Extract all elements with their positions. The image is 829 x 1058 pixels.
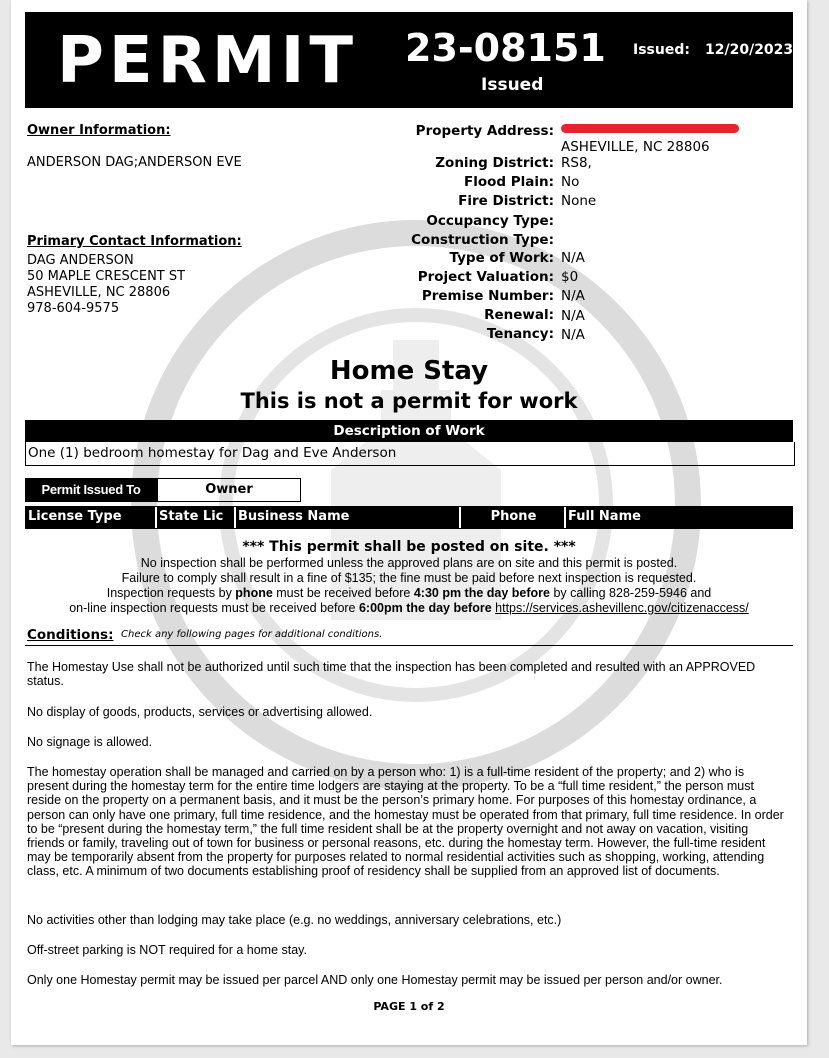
condition-no-display: No display of goods, products, services or advertising allowed. <box>27 705 373 719</box>
zoning-district-value: RS8, <box>561 155 592 171</box>
citizen-access-link[interactable]: https://services.ashevillenc.gov/citizenaccess/ <box>495 601 749 615</box>
permit-word: PERMIT <box>57 24 359 98</box>
posting-line-2: Failure to comply shall result in a fine of $135; the fine must be paid before next inspection is requested. <box>121 571 697 585</box>
permit-header <box>25 12 793 108</box>
permit-number: 23-08151 <box>405 26 606 70</box>
issued-label: Issued: <box>633 42 690 58</box>
posting-line-4: on-line inspection requests must be received before 6:00pm the day before https://services.ashevillenc.gov/citizenaccess/ <box>69 601 749 615</box>
contact-city: ASHEVILLE, NC 28806 <box>27 285 171 300</box>
flood-plain-value: No <box>561 174 580 190</box>
permit-page <box>11 0 807 1045</box>
occupancy-type-label: Occupancy Type: <box>426 213 554 229</box>
conditions-heading: Conditions: <box>27 627 114 643</box>
redaction-mark <box>561 124 739 133</box>
construction-type-label: Construction Type: <box>411 232 554 248</box>
fire-district-label: Fire District: <box>458 193 554 209</box>
property-address-city: ASHEVILLE, NC 28806 <box>561 139 710 155</box>
project-valuation-label: Project Valuation: <box>417 269 554 285</box>
business-name-column: Business Name <box>236 507 461 528</box>
permit-issued-to-value: Owner <box>157 478 301 502</box>
tenancy-value: N/A <box>561 327 585 343</box>
condition-parking: Off-street parking is NOT required for a home stay. <box>27 943 307 957</box>
fire-district-value: None <box>561 193 597 209</box>
property-address-label: Property Address: <box>415 123 554 139</box>
condition-approved-status: The Homestay Use shall not be authorized until such time that the inspection has been completed and resulted with an APPROVED status. <box>27 660 756 689</box>
license-type-column: License Type <box>26 507 157 528</box>
primary-contact-heading: Primary Contact Information: <box>27 234 242 249</box>
owner-heading: Owner Information: <box>27 123 171 138</box>
posting-line-3: Inspection requests by phone must be received before 4:30 pm the day before by calling 828-259-5946 and <box>106 586 712 600</box>
permit-issued-to-label: Permit Issued To <box>25 478 157 502</box>
condition-lodging-only: No activities other than lodging may take place (e.g. no weddings, anniversary celebrations, etc.) <box>27 913 562 927</box>
contact-street: 50 MAPLE CRESCENT ST <box>27 269 186 284</box>
posting-line-1: No inspection shall be performed unless the approved plans are on site and this permit is posted. <box>140 556 678 570</box>
conditions-divider <box>25 645 793 646</box>
type-of-work-label: Type of Work: <box>449 250 554 266</box>
condition-no-signage: No signage is allowed. <box>27 735 153 749</box>
permit-status: Issued <box>481 75 544 95</box>
conditions-note: Check any following pages for additional conditions. <box>121 629 383 640</box>
permit-type-title: Home Stay <box>329 356 489 386</box>
description-text: One (1) bedroom homestay for Dag and Eve Anderson <box>25 442 795 466</box>
page-number: PAGE 1 of 2 <box>373 1000 445 1013</box>
permit-subtitle: This is not a permit for work <box>240 389 578 413</box>
owner-name: ANDERSON DAG;ANDERSON EVE <box>27 155 242 170</box>
posting-headline: *** This permit shall be posted on site. *** <box>242 539 576 555</box>
premise-number-label: Premise Number: <box>421 288 554 304</box>
tenancy-label: Tenancy: <box>486 326 554 342</box>
license-table-header <box>25 506 793 529</box>
contact-name: DAG ANDERSON <box>27 253 134 268</box>
flood-plain-label: Flood Plain: <box>463 174 554 190</box>
type-of-work-value: N/A <box>561 250 585 266</box>
renewal-value: N/A <box>561 308 585 324</box>
project-valuation-value: $0 <box>561 269 579 285</box>
condition-full-time-resident: The homestay operation shall be managed and carried on by a person who: 1) is a full-time resident of the property; and 2) who is present during the homestay term for the entire time lodgers are staying at the property. To be a “full time resident,” the person must reside on the property on a permanent basis, and it must be the person’s primary home. For purposes of this homestay ordinance, a person can only have one primary, full time residence, and the homestay must be operated from that primary, full time residence. In order to be “present during the homestay term,” the full time resident shall be at the property overnight and not away on vacation, visiting friends or family, traveling out of town for business or personal reasons, etc. during the homestay term. However, the full-time resident may be temporarily absent from the property for purposes related to normal residential activities such as shopping, working, attending class, etc. A minimum of two documents establishing proof of residency shall be supplied from an approved list of documents. <box>27 765 784 879</box>
renewal-label: Renewal: <box>484 307 554 323</box>
phone-column: Phone <box>461 507 566 528</box>
premise-number-value: N/A <box>561 288 585 304</box>
full-name-column: Full Name <box>568 509 641 524</box>
contact-phone: 978-604-9575 <box>27 301 120 316</box>
issued-date: 12/20/2023 <box>705 42 794 58</box>
description-heading: Description of Work <box>25 420 793 442</box>
zoning-district-label: Zoning District: <box>435 155 554 171</box>
state-lic-column: State Lic <box>157 507 236 528</box>
condition-one-permit: Only one Homestay permit may be issued per parcel AND only one Homestay permit may be issued per person and/or owner. <box>27 973 723 987</box>
